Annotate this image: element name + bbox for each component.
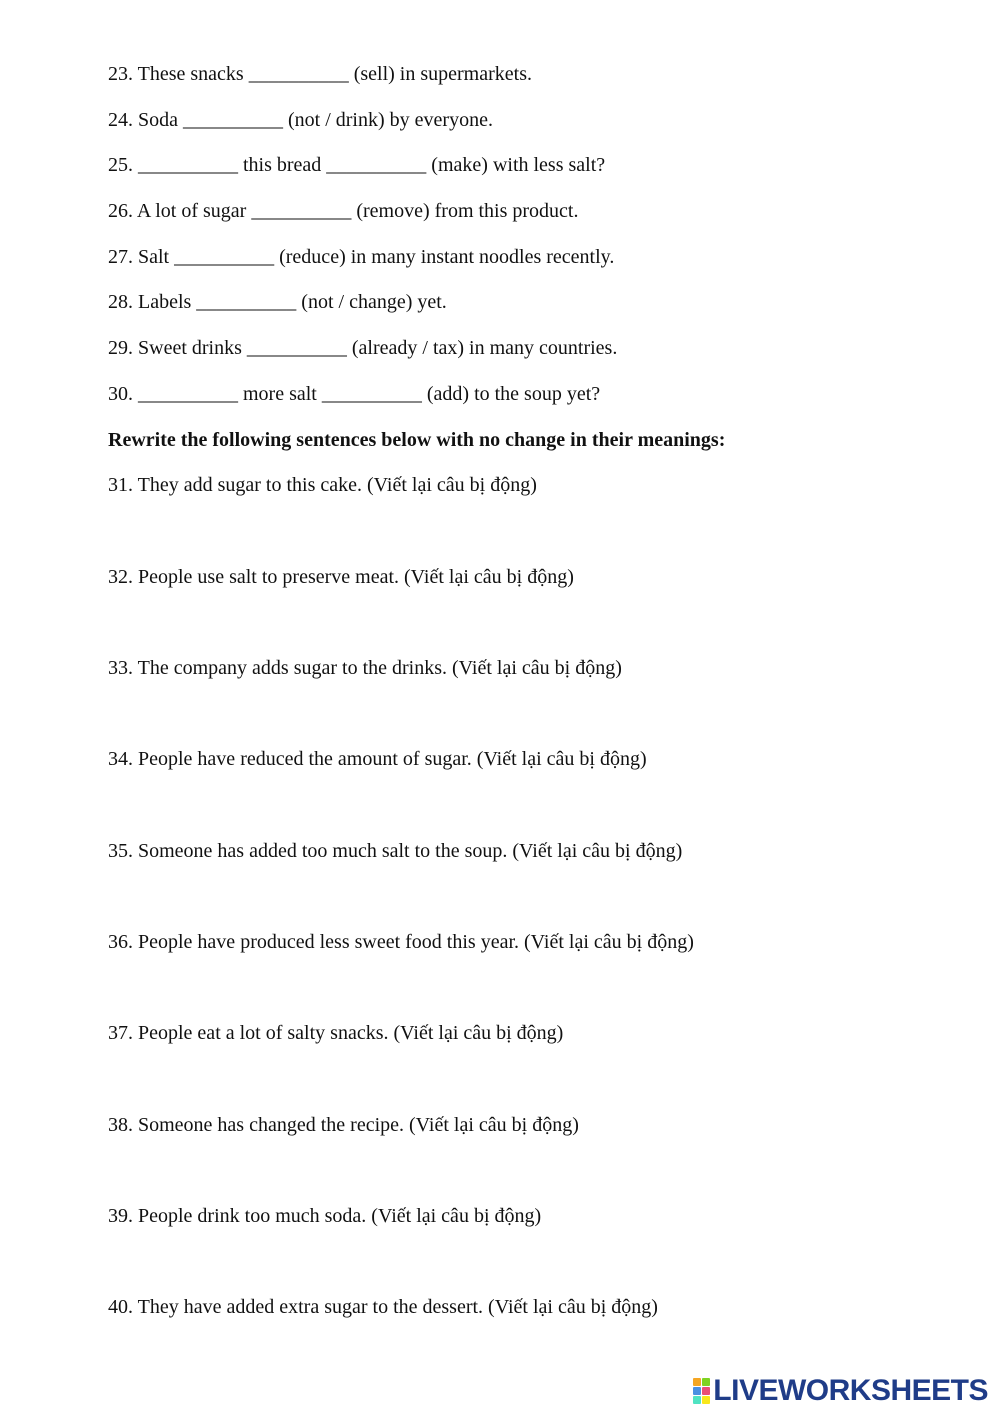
section-heading: Rewrite the following sentences below with no change in their meanings: — [108, 429, 726, 451]
logo-square — [693, 1396, 701, 1404]
question-24: 24. Soda __________ (not / drink) by everyone. — [108, 109, 493, 131]
logo-square — [702, 1387, 710, 1395]
question-34: 34. People have reduced the amount of sugar. (Viết lại câu bị động) — [108, 748, 647, 770]
question-39: 39. People drink too much soda. (Viết lại câu bị động) — [108, 1205, 542, 1227]
question-37: 37. People eat a lot of salty snacks. (Viết lại câu bị động) — [108, 1022, 564, 1044]
question-23: 23. These snacks __________ (sell) in supermarkets. — [108, 63, 532, 85]
question-30: 30. __________ more salt __________ (add) to the soup yet? — [108, 383, 601, 405]
logo-text: LIVEWORKSHEETS — [713, 1374, 988, 1407]
logo-square — [702, 1396, 710, 1404]
question-28: 28. Labels __________ (not / change) yet. — [108, 291, 447, 313]
question-26: 26. A lot of sugar __________ (remove) from this product. — [108, 200, 579, 222]
question-35: 35. Someone has added too much salt to the soup. (Viết lại câu bị động) — [108, 840, 683, 862]
question-38: 38. Someone has changed the recipe. (Viết lại câu bị động) — [108, 1114, 579, 1136]
question-33: 33. The company adds sugar to the drinks. (Viết lại câu bị động) — [108, 657, 622, 679]
logo-mark-icon — [693, 1378, 710, 1404]
logo-square — [693, 1387, 701, 1395]
logo-square — [702, 1378, 710, 1386]
question-40: 40. They have added extra sugar to the dessert. (Viết lại câu bị động) — [108, 1296, 658, 1318]
question-27: 27. Salt __________ (reduce) in many instant noodles recently. — [108, 246, 615, 268]
question-36: 36. People have produced less sweet food this year. (Viết lại câu bị động) — [108, 931, 694, 953]
question-25: 25. __________ this bread __________ (make) with less salt? — [108, 154, 606, 176]
question-32: 32. People use salt to preserve meat. (Viết lại câu bị động) — [108, 566, 574, 588]
logo-square — [693, 1378, 701, 1386]
question-29: 29. Sweet drinks __________ (already / tax) in many countries. — [108, 337, 618, 359]
question-31: 31. They add sugar to this cake. (Viết lại câu bị động) — [108, 474, 537, 496]
liveworksheets-logo — [693, 1374, 988, 1408]
